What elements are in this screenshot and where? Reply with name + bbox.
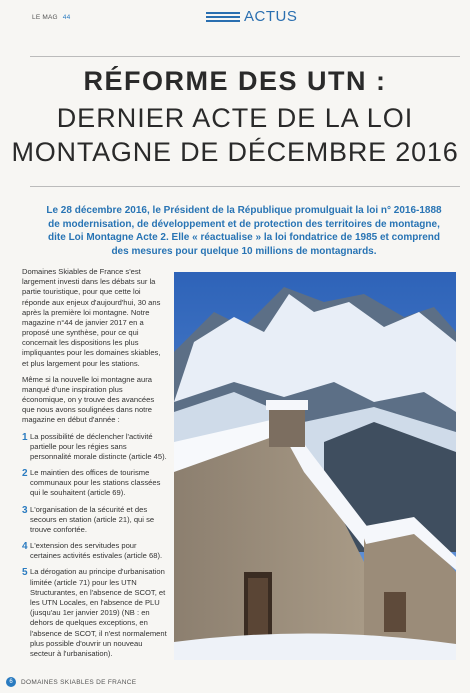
list-text: L'extension des servitudes pour certaines activités estivales (article 68). bbox=[30, 541, 163, 561]
title-line-3: MONTAGNE DE DÉCEMBRE 2016 bbox=[11, 137, 459, 167]
top-divider bbox=[30, 56, 460, 57]
section-label: ACTUS bbox=[244, 8, 298, 25]
list-number: 4 bbox=[22, 541, 28, 553]
list-item bbox=[22, 567, 168, 659]
list-text: L'organisation de la sécurité et des secours en station (article 21), qui se trouve confortée. bbox=[30, 504, 155, 534]
list-number: 2 bbox=[22, 468, 28, 480]
lead-paragraph: Le 28 décembre 2016, le Président de la République promulguait la loi n° 2016-1888 de modernisation, de développement et de protection des territoires de montagne, dite Loi Montagne Acte 2. Elle « réactualise » la loi fondatrice de 1985 et comprend des mesures pour quelque 10 millions de montagnards. bbox=[46, 205, 442, 257]
page-number-badge: 6 bbox=[6, 677, 16, 687]
page-footer bbox=[6, 677, 136, 687]
body-column bbox=[22, 267, 168, 665]
list-number: 1 bbox=[22, 431, 28, 443]
footer-source: DOMAINES SKIABLES DE FRANCE bbox=[21, 678, 137, 686]
list-number: 3 bbox=[22, 504, 28, 516]
page-reference: 44 bbox=[62, 14, 71, 21]
magazine-name: LE MAG bbox=[32, 14, 58, 21]
list-text: La dérogation au principe d'urbanisation limitée (article 71) pour les UTN Structurantes, en l'absence de SCOT, et les UTN Locales, en l'absence de PLU (jusqu'au 1er janvier 2019) (NB : en dehors de quelques exceptions, en l'absence de SCOT, il n'est normalement plus possible d'ouvrir un nouveau secteur à l'urbanisation). bbox=[30, 567, 167, 658]
title-line-1: RÉFORME DES UTN : bbox=[83, 66, 387, 96]
title-line-2: DERNIER ACTE DE LA LOI bbox=[56, 103, 414, 133]
chalet-photo bbox=[174, 272, 456, 660]
title-divider bbox=[30, 186, 460, 187]
body-paragraph-2: Même si la nouvelle loi montagne aura manqué d'une inspiration plus économique, on y trouve des avancées que nous avons soulignées dans notre magazine en début d'année : bbox=[22, 374, 155, 425]
section-lines-icon bbox=[206, 12, 240, 22]
list-text: La possibilité de déclencher l'activité partielle pour les régies sans personnalité morale distincte (article 45). bbox=[30, 431, 167, 461]
list-item bbox=[22, 505, 168, 536]
list-number: 5 bbox=[22, 567, 28, 579]
section-tag bbox=[206, 8, 297, 25]
list-item bbox=[22, 432, 168, 463]
list-text: Le maintien des offices de tourisme communaux pour les stations classées qui le souhaitent (article 69). bbox=[30, 468, 161, 498]
magazine-header bbox=[32, 14, 70, 21]
body-paragraph-1: Domaines Skiables de France s'est largement investi dans les débats sur la partie touristique, pour que cette loi réponde aux enjeux d'aujourd'hui, 30 ans après la première loi montagne. Notre magazine n°44 de janvier 2017 en a proposé une synthèse, pour ce qui concernait les dispositions les plus impliquantes pour les domaines skiables, et plus largement pour les stations. bbox=[22, 267, 161, 368]
list-item bbox=[22, 468, 168, 499]
list-item bbox=[22, 541, 168, 561]
